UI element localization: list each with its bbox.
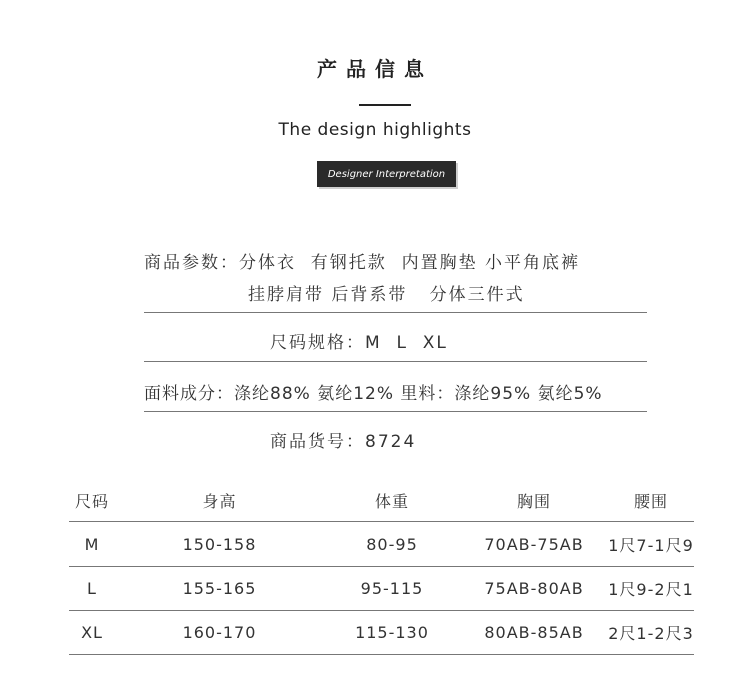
page-subtitle: The design highlights	[278, 120, 472, 140]
table-cell: 80-95	[324, 522, 460, 567]
product-params-line-2	[248, 280, 525, 305]
divider	[144, 411, 647, 412]
table-row	[69, 567, 694, 611]
item-number-label: 商品货号：	[270, 432, 365, 452]
size-table-header: 体重	[324, 480, 460, 522]
table-cell: 75AB-80AB	[460, 567, 608, 611]
product-params-label: 商品参数：	[144, 253, 239, 273]
table-cell: XL	[69, 611, 115, 655]
size-table-header: 腰围	[608, 480, 694, 522]
divider	[144, 361, 647, 362]
table-cell: 155-165	[115, 567, 324, 611]
size-table-header: 尺码	[69, 480, 115, 522]
table-cell: L	[69, 567, 115, 611]
item-number-value: 8724	[365, 432, 417, 452]
size-table-header: 胸围	[460, 480, 608, 522]
size-spec-value: M L XL	[365, 333, 448, 353]
size-table-header: 身高	[115, 480, 324, 522]
product-params-line	[144, 248, 580, 273]
table-cell: 115-130	[324, 611, 460, 655]
size-spec-line	[270, 328, 448, 353]
product-params-value-2: 挂脖肩带 后背系带 分体三件式	[248, 285, 525, 305]
fabric-value: 涤纶88% 氨纶12% 里料：涤纶95% 氨纶5%	[234, 384, 603, 404]
table-cell: 95-115	[324, 567, 460, 611]
table-cell: 80AB-85AB	[460, 611, 608, 655]
page-title: 产品信息	[317, 57, 433, 81]
item-number-line	[270, 427, 416, 452]
table-cell: 1尺9-2尺1	[608, 567, 694, 611]
size-table	[69, 480, 694, 655]
table-row	[69, 522, 694, 567]
table-cell: 2尺1-2尺3	[608, 611, 694, 655]
size-spec-label: 尺码规格：	[270, 333, 365, 353]
title-underline	[359, 104, 411, 106]
table-cell: 160-170	[115, 611, 324, 655]
table-cell: 150-158	[115, 522, 324, 567]
product-params-value: 分体衣 有钢托款 内置胸垫 小平角底裤	[239, 253, 581, 273]
table-row	[69, 611, 694, 655]
table-cell: 70AB-75AB	[460, 522, 608, 567]
divider	[144, 312, 647, 313]
table-cell: 1尺7-1尺9	[608, 522, 694, 567]
designer-badge: Designer Interpretation	[317, 161, 456, 187]
fabric-label: 面料成分：	[144, 384, 234, 404]
table-cell: M	[69, 522, 115, 567]
fabric-line	[144, 379, 603, 404]
size-table-header-row	[69, 480, 694, 522]
